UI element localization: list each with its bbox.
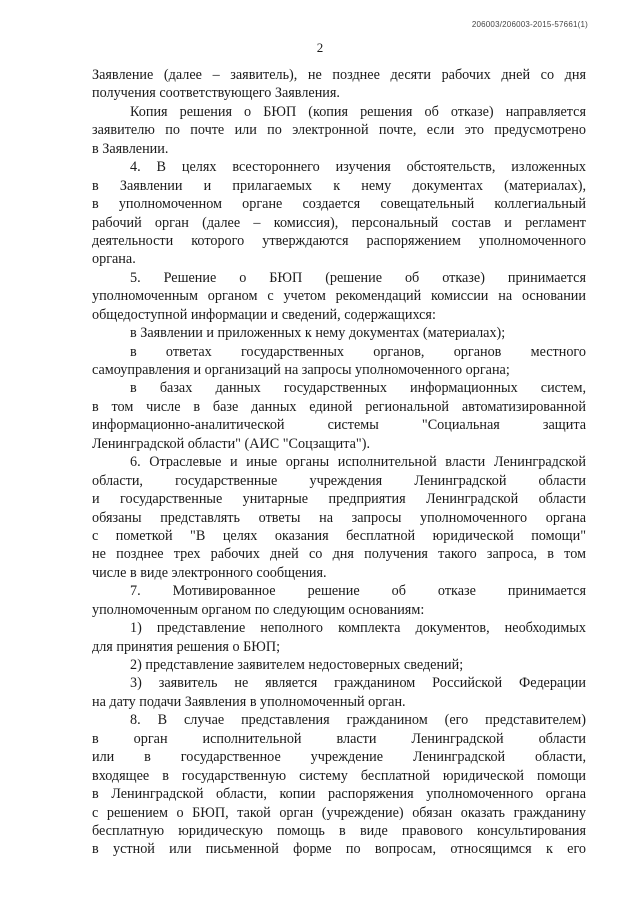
text-line: уполномоченным органом по следующим основаниям: <box>92 601 425 618</box>
text-line: в Заявлении и прилагаемых к нему документах (материалах), <box>92 177 586 194</box>
text-line: входящее в государственную систему бесплатной юридической помощи <box>92 767 586 784</box>
text-line: деятельности которого утверждаются распоряжением уполномоченного <box>92 232 586 249</box>
text-line: в устной или письменной форме по вопросам, относящимся к его <box>92 841 586 858</box>
text-line: рабочий орган (далее – комиссия), персональный состав и регламент <box>92 214 586 231</box>
text-line: в орган исполнительной власти Ленинградской области <box>92 730 586 747</box>
text-line: на дату подачи Заявления в уполномоченный орган. <box>92 693 406 710</box>
text-line: Копия решения о БЮП (копия решения об отказе) направляется <box>130 103 586 120</box>
text-line: для принятия решения о БЮП; <box>92 638 281 655</box>
text-line: получения соответствующего Заявления. <box>92 85 340 102</box>
text-line: не позднее трех рабочих дней со дня получения такого запроса, в том <box>92 546 586 563</box>
text-line: 5. Решение о БЮП (решение об отказе) принимается <box>130 269 586 286</box>
text-line: в Ленинградской области, копии распоряжения уполномоченного органа <box>92 786 586 803</box>
text-line: в том числе в базе данных единой региональной автоматизированной <box>92 398 586 415</box>
text-line: 4. В целях всестороннего изучения обстоятельств, изложенных <box>130 159 586 176</box>
text-line: заявителю по почте или по электронной почте, если это предусмотрено <box>92 122 586 139</box>
text-line: уполномоченным органом с учетом рекомендаций комиссии на основании <box>92 288 586 305</box>
text-line: 1) представление неполного комплекта документов, необходимых <box>130 620 586 637</box>
text-line: информационно-аналитической системы "Социальная защита <box>92 417 586 434</box>
text-line: области, государственные учреждения Ленинградской области <box>92 472 586 489</box>
text-line: в уполномоченном органе создается совещательный коллегиальный <box>92 196 586 213</box>
document-body <box>92 66 586 859</box>
document-id: 206003/206003-2015-57661(1) <box>471 20 588 29</box>
page-number: 2 <box>316 40 324 55</box>
text-line: Ленинградской области" (АИС "Соцзащита"). <box>92 435 370 452</box>
text-line: с решением о БЮП, такой орган (учреждение) обязан оказать гражданину <box>92 804 586 821</box>
text-line: 3) заявитель не является гражданином Российской Федерации <box>130 675 586 692</box>
text-line: в базах данных государственных информационных систем, <box>130 380 586 397</box>
text-line: самоуправления и организаций на запросы уполномоченного органа; <box>92 362 510 378</box>
text-line: или в государственное учреждение Ленинградской области, <box>92 749 586 766</box>
text-line: в Заявлении. <box>92 140 169 157</box>
text-line: Заявление (далее – заявитель), не позднее десяти рабочих дней со дня <box>92 67 586 83</box>
text-line: обязаны представлять ответы на запросы уполномоченного органа <box>92 509 586 526</box>
text-line: числе в виде электронного сообщения. <box>92 564 327 581</box>
text-line: 7. Мотивированное решение об отказе принимается <box>130 583 586 600</box>
text-line: 6. Отраслевые и иные органы исполнительной власти Ленинградской <box>130 454 586 471</box>
text-line: бесплатную юридическую помощь в виде правового консультирования <box>92 822 586 839</box>
text-line: в ответах государственных органов, органов местного <box>130 343 586 360</box>
text-line: общедоступной информации и сведений, содержащихся: <box>92 306 436 323</box>
text-line: органа. <box>92 251 136 268</box>
text-line: и государственные унитарные предприятия Ленинградской области <box>92 491 586 508</box>
text-line: 8. В случае представления гражданином (его представителем) <box>130 712 586 729</box>
text-line: 2) представление заявителем недостоверных сведений; <box>130 657 464 673</box>
text-line: с пометкой "В целях оказания бесплатной юридической помощи" <box>92 527 586 544</box>
text-line: в Заявлении и приложенных к нему документах (материалах); <box>130 325 506 342</box>
